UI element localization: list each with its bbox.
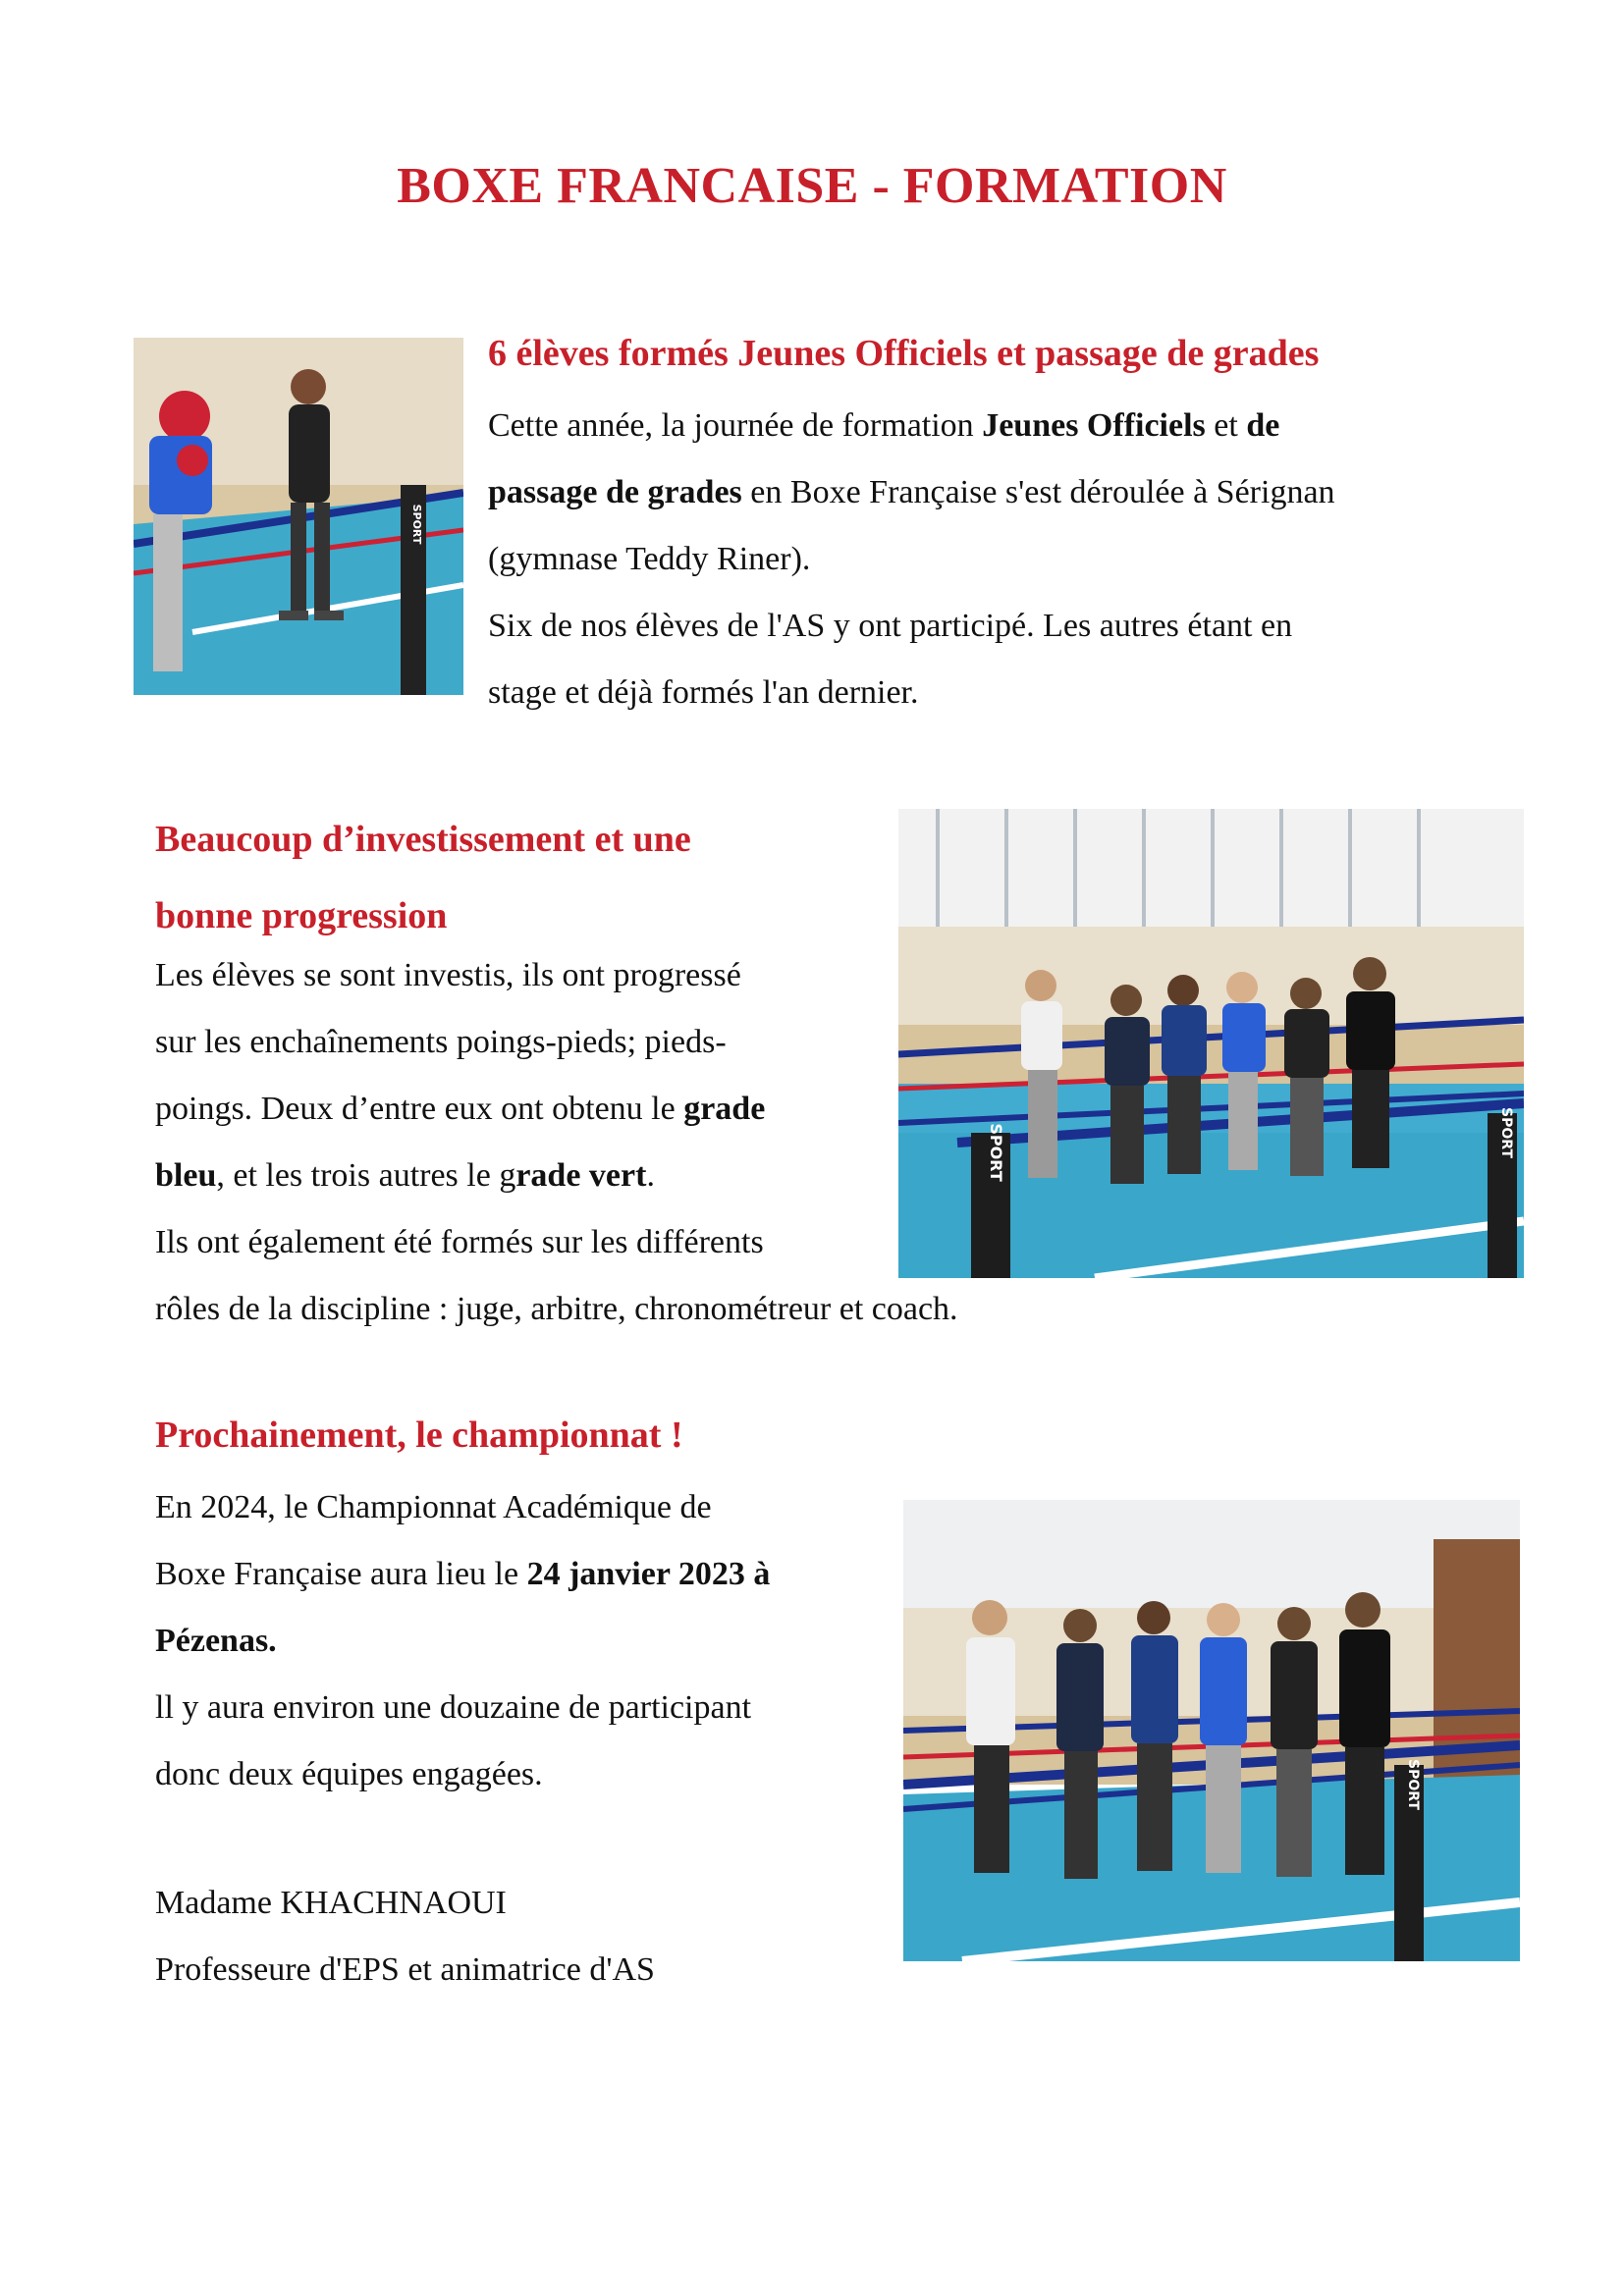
s1-line2: passage de grades en Boxe Française s'est déroulée à Sérignan xyxy=(488,474,1335,510)
section2-heading: Beaucoup d’investissement et une bonne progression xyxy=(155,819,691,936)
s1-line1: Cette année, la journée de formation Jeunes Officiels et de xyxy=(488,407,1280,444)
signature xyxy=(155,1870,655,2003)
signature-role: Professeure d'EPS et animatrice d'AS xyxy=(155,1951,655,1988)
section1-text xyxy=(488,393,1489,726)
rope-label: SPORT xyxy=(987,1123,1005,1182)
page-title: BOXE FRANCAISE - FORMATION xyxy=(397,158,1227,214)
photo-group-stance xyxy=(903,1500,1520,1961)
photo-sparring xyxy=(134,338,463,695)
signature-name: Madame KHACHNAOUI xyxy=(155,1885,507,1921)
s1-line5: stage et déjà formés l'an dernier. xyxy=(488,674,919,711)
section2-text: Les élèves se sont investis, ils ont progressé sur les enchaînements poings-pieds; pieds- poings. Deux d’entre eux ont obtenu le grade bleu, et les trois autres le grade vert. Ils ont également été formés sur les différents rôles de la discipline : juge, arbitre, chronométreur et coach. xyxy=(155,957,958,1327)
rope-label: SPORT xyxy=(1498,1107,1514,1158)
section1-heading: 6 élèves formés Jeunes Officiels et passage de grades xyxy=(488,333,1320,374)
rope-label: SPORT xyxy=(1405,1759,1421,1810)
section3-text: En 2024, le Championnat Académique de Boxe Française aura lieu le 24 janvier 2023 à Pézenas. ll y aura environ une douzaine de participant donc deux équipes engagées. xyxy=(155,1489,771,1792)
rope-label: SPORT xyxy=(410,504,423,545)
s1-line3: (gymnase Teddy Riner). xyxy=(488,541,811,577)
section3-heading: Prochainement, le championnat ! xyxy=(155,1415,683,1456)
s1-line4: Six de nos élèves de l'AS y ont participé. Les autres étant en xyxy=(488,608,1293,644)
photo-group-kick xyxy=(898,809,1524,1278)
